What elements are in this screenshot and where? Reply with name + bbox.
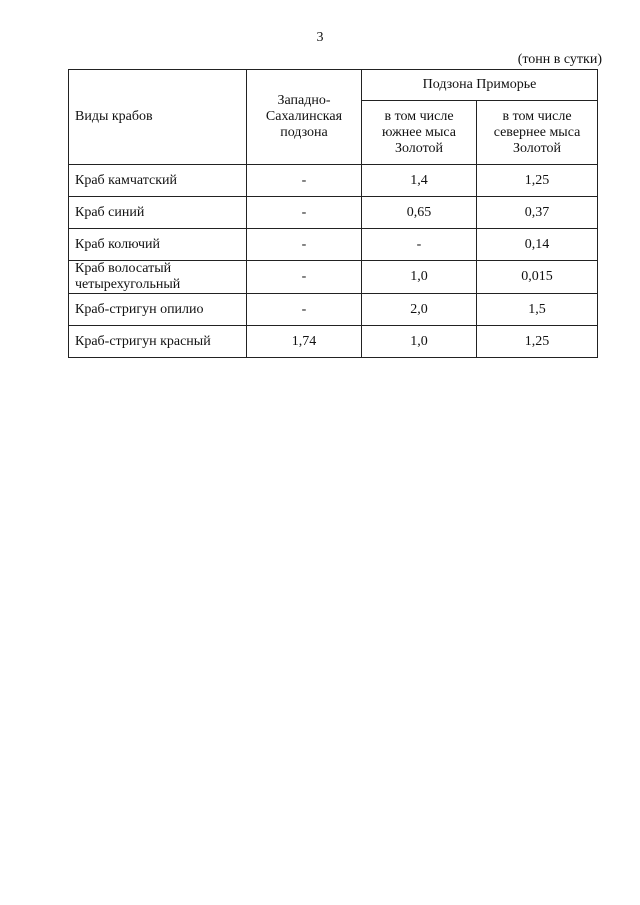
north-zolotoy-cell: 0,37 — [477, 197, 598, 229]
species-cell: Краб волосатый четырехугольный — [69, 261, 247, 294]
west-sakhalin-cell: - — [247, 294, 362, 326]
species-cell: Краб-стригун опилио — [69, 294, 247, 326]
species-column-header: Виды крабов — [69, 70, 247, 165]
table-row — [69, 165, 598, 197]
table-header-row — [69, 70, 598, 101]
south-zolotoy-cell: 2,0 — [362, 294, 477, 326]
crab-quota-table — [68, 69, 598, 358]
north-zolotoy-cell: 0,14 — [477, 229, 598, 261]
table-row — [69, 197, 598, 229]
west-sakhalin-cell: - — [247, 197, 362, 229]
south-zolotoy-cell: 1,0 — [362, 326, 477, 358]
species-cell: Краб камчатский — [69, 165, 247, 197]
primorye-zone-header: Подзона Приморье — [362, 70, 598, 101]
species-cell: Краб синий — [69, 197, 247, 229]
south-zolotoy-cell: 0,65 — [362, 197, 477, 229]
table-row — [69, 261, 598, 294]
south-zolotoy-cell: 1,0 — [362, 261, 477, 294]
table-row — [69, 229, 598, 261]
north-zolotoy-cell: 1,25 — [477, 326, 598, 358]
species-cell: Краб колючий — [69, 229, 247, 261]
west-sakhalin-cell: - — [247, 261, 362, 294]
units-note: (тонн в сутки) — [517, 52, 602, 67]
south-zolotoy-cell: - — [362, 229, 477, 261]
table-row — [69, 294, 598, 326]
west-sakhalin-column-header: Западно-Сахалинская подзона — [247, 70, 362, 165]
north-zolotoy-cell: 0,015 — [477, 261, 598, 294]
north-zolotoy-cell: 1,25 — [477, 165, 598, 197]
species-cell: Краб-стригун красный — [69, 326, 247, 358]
west-sakhalin-cell: 1,74 — [247, 326, 362, 358]
south-zolotoy-column-header: в том числе южнее мыса Золотой — [362, 101, 477, 165]
table-row — [69, 326, 598, 358]
west-sakhalin-cell: - — [247, 165, 362, 197]
south-zolotoy-cell: 1,4 — [362, 165, 477, 197]
north-zolotoy-column-header: в том числе севернее мыса Золотой — [477, 101, 598, 165]
north-zolotoy-cell: 1,5 — [477, 294, 598, 326]
page-number: 3 — [316, 30, 324, 45]
west-sakhalin-cell: - — [247, 229, 362, 261]
